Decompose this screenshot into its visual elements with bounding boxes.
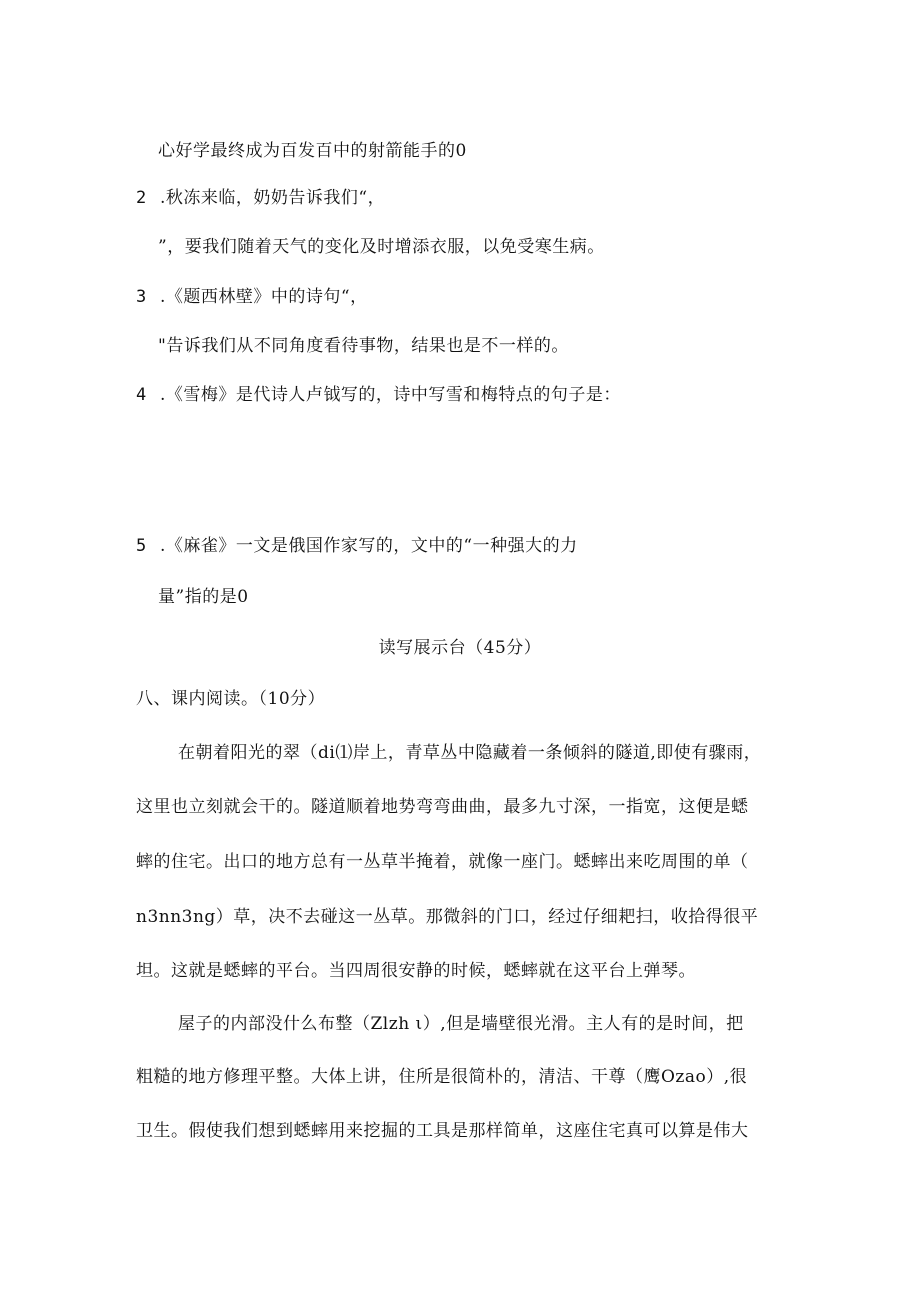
section-title: 读写展示台（45分） — [378, 638, 542, 658]
question-number: 3 — [136, 287, 147, 307]
passage-line: 在朝着阳光的翠（di⑴岸上，青草丛中隐藏着一条倾斜的隧道,即使有骤雨， — [178, 743, 762, 763]
section-heading: 八、课内阅读。（10分） — [136, 689, 326, 709]
passage-line: 这里也立刻就会干的。隧道顺着地势弯弯曲曲，最多九寸深，一指宽，这便是蟋 — [136, 797, 749, 817]
question-5-line-2: 量”指的是0 — [158, 587, 249, 607]
question-4 — [136, 384, 621, 406]
question-text: .《雪梅》是代诗人卢钺写的，诗中写雪和梅特点的句子是： — [160, 385, 621, 405]
q1-continuation: 心好学最终成为百发百中的射箭能手的0 — [158, 141, 467, 161]
passage-line: 蟀的住宅。出口的地方总有一丛草半掩着，就像一座门。蟋蟀出来吃周围的单（ — [136, 852, 749, 872]
passage-line: 坦。这就是蟋蟀的平台。当四周很安静的时候，蟋蟀就在这平台上弹琴。 — [136, 961, 696, 981]
passage-line: n3nn3ng）草，决不去碰这一丛草。那微斜的门口，经过仔细耙扫，收拾得很平 — [136, 907, 759, 927]
question-text: .秋冻来临，奶奶告诉我们“， — [160, 188, 386, 208]
question-5 — [136, 535, 578, 557]
question-2 — [136, 187, 385, 209]
question-text: .《麻雀》一文是俄国作家写的，文中的“一种强大的力 — [160, 536, 578, 556]
question-number: 5 — [136, 536, 147, 556]
question-number: 2 — [136, 188, 147, 208]
passage-line: 粗糙的地方修理平整。大体上讲，住所是很简朴的，清洁、干尊（鹰Ozao）,很 — [136, 1067, 748, 1087]
question-text: .《题西林壁》中的诗句“， — [160, 287, 368, 307]
question-3-line-2: "告诉我们从不同角度看待事物，结果也是不一样的。 — [158, 336, 569, 356]
passage-line: 卫生。假使我们想到蟋蟀用来挖掘的工具是那样简单，这座住宅真可以算是伟大 — [136, 1121, 749, 1141]
passage-line: 屋子的内部没什么布整（Zlzh ι）,但是墙壁很光滑。主人有的是时间，把 — [178, 1014, 744, 1034]
question-2-line-2: ”，要我们随着天气的变化及时增添衣服，以免受寒生病。 — [158, 237, 605, 257]
question-3 — [136, 286, 368, 308]
question-number: 4 — [136, 385, 147, 405]
